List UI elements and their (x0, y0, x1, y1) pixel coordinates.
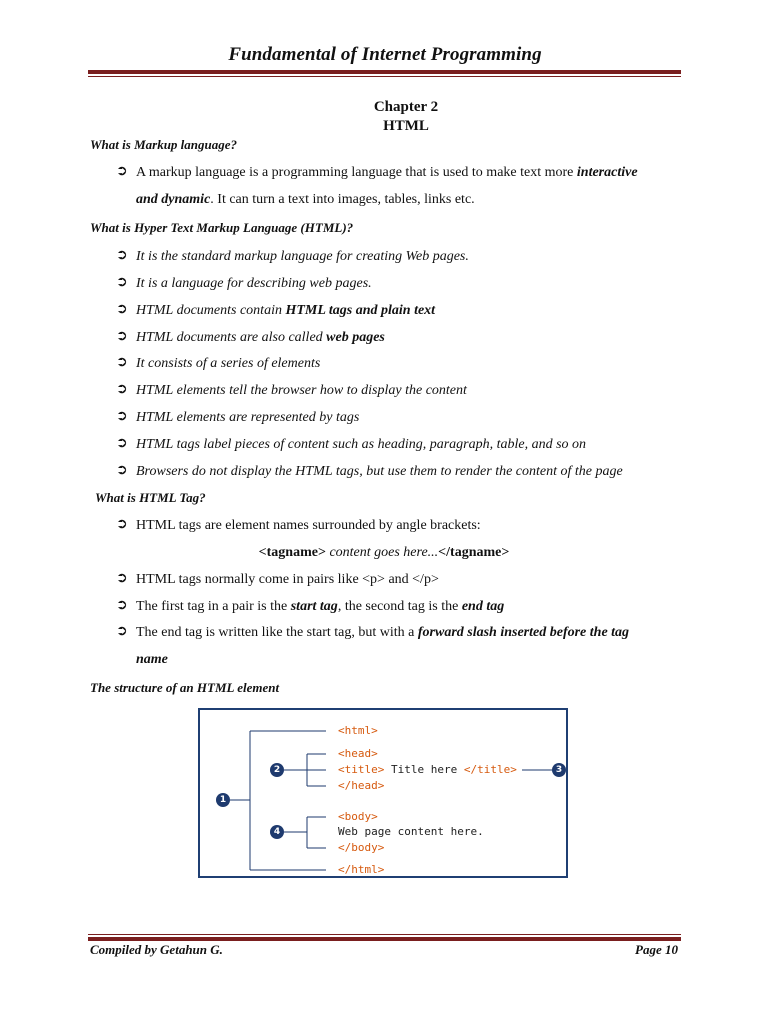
list-item-text: It is a language for describing web pages. (136, 276, 372, 291)
list-item-text-cont: and dynamic. It can turn a text into images, tables, links etc. (136, 192, 475, 207)
code-body-close: </body> (338, 841, 385, 854)
list-item-text: The first tag in a pair is the start tag, the second tag is the end tag (136, 599, 505, 614)
page-number: Page 10 (635, 942, 678, 957)
arrow-bullet-icon: ➲ (116, 624, 128, 639)
arrow-bullet-icon: ➲ (116, 463, 128, 478)
markup-heading: What is Markup language? (90, 137, 238, 152)
list-item-text: Browsers do not display the HTML tags, but use them to render the content of the page (136, 464, 623, 479)
header-rule (88, 70, 681, 74)
marker-1-icon: 1 (216, 793, 230, 807)
html-heading: What is Hyper Text Markup Language (HTML)? (90, 220, 354, 235)
arrow-bullet-icon: ➲ (116, 302, 128, 317)
code-head-close: </head> (338, 779, 385, 792)
footer-author: Compiled by Getahun G. (90, 942, 223, 957)
structure-heading: The structure of an HTML element (90, 680, 280, 695)
arrow-bullet-icon: ➲ (116, 598, 128, 613)
tag-heading: What is HTML Tag? (95, 490, 206, 505)
arrow-bullet-icon: ➲ (116, 329, 128, 344)
list-item-text: The end tag is written like the start tag, but with a forward slash inserted before the tag (136, 625, 630, 640)
code-title-line: <title> Title here </title> (338, 763, 517, 776)
arrow-bullet-icon: ➲ (116, 436, 128, 451)
list-item-text: HTML documents are also called web pages (136, 330, 385, 345)
chapter-title: HTML (383, 118, 429, 134)
arrow-bullet-icon: ➲ (116, 382, 128, 397)
arrow-bullet-icon: ➲ (116, 355, 128, 370)
html-structure-diagram (198, 708, 568, 878)
footer-rule-thin (88, 934, 681, 935)
list-item-text: HTML documents contain HTML tags and plain text (136, 303, 436, 318)
arrow-bullet-icon: ➲ (116, 164, 128, 179)
arrow-bullet-icon: ➲ (116, 571, 128, 586)
footer-rule (88, 937, 681, 941)
list-item-text: It is the standard markup language for creating Web pages. (136, 249, 469, 264)
marker-2-icon: 2 (270, 763, 284, 777)
marker-4-icon: 4 (270, 825, 284, 839)
code-body-open: <body> (338, 810, 378, 823)
code-html-close: </html> (338, 863, 385, 876)
list-item-text: It consists of a series of elements (136, 356, 321, 371)
list-item-text: HTML tags normally come in pairs like <p> and </p> (136, 572, 439, 587)
arrow-bullet-icon: ➲ (116, 409, 128, 424)
tag-syntax-example: <tagname> content goes here...</tagname> (258, 545, 510, 560)
code-head-open: <head> (338, 747, 378, 760)
code-html-open: <html> (338, 724, 378, 737)
list-item-text: HTML tags are element names surrounded by angle brackets: (136, 518, 481, 533)
chapter-number: Chapter 2 (373, 99, 439, 115)
arrow-bullet-icon: ➲ (116, 248, 128, 263)
list-item-text: HTML tags label pieces of content such as heading, paragraph, table, and so on (136, 437, 587, 452)
arrow-bullet-icon: ➲ (116, 517, 128, 532)
arrow-bullet-icon: ➲ (116, 275, 128, 290)
marker-3-icon: 3 (552, 763, 566, 777)
list-item-text-cont: name (136, 652, 168, 667)
list-item-text: HTML elements are represented by tags (136, 410, 360, 425)
list-item-text: HTML elements tell the browser how to display the content (136, 383, 467, 398)
page-header-title: Fundamental of Internet Programming (228, 44, 542, 65)
header-rule-thin (88, 76, 681, 77)
code-body-content: Web page content here. (338, 825, 484, 838)
list-item-text: A markup language is a programming language that is used to make text more interactive (136, 165, 638, 180)
